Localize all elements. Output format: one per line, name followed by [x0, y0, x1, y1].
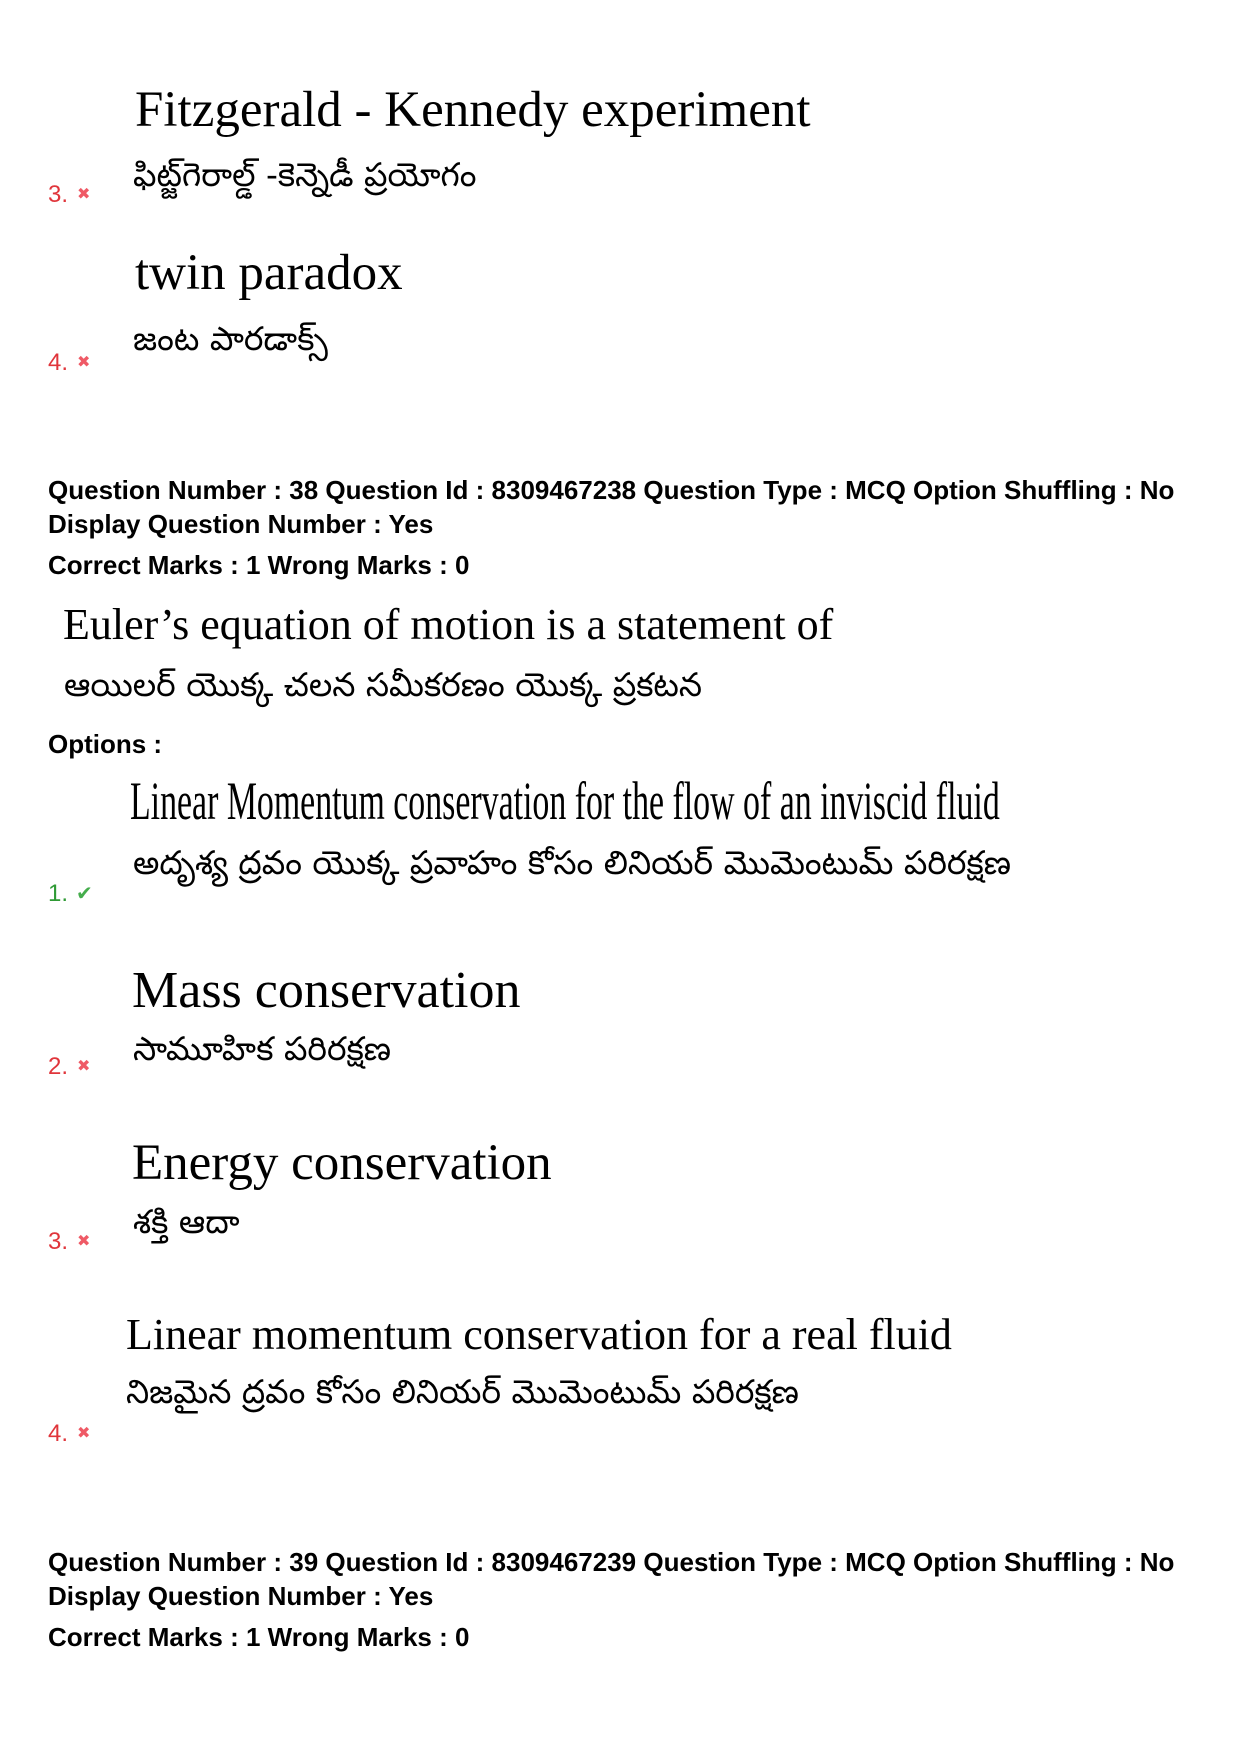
cross-icon: ✖	[77, 352, 91, 371]
option-label	[48, 880, 93, 908]
question-number-label: Question Number :	[48, 475, 283, 505]
option-english-text: Fitzgerald - Kennedy experiment	[135, 82, 811, 138]
display-question-number-value: Yes	[388, 509, 434, 539]
option-number: 1.	[48, 880, 69, 907]
question-id-label: Question Id :	[325, 1547, 485, 1577]
q38-option-1	[0, 774, 1240, 914]
option-number: 4.	[48, 1420, 69, 1447]
wrong-marks-label: Wrong Marks :	[267, 1622, 448, 1652]
option-telugu-text: శక్తి ఆదా	[133, 1202, 240, 1241]
option-english-text: twin paradox	[135, 245, 403, 301]
option-number: 3.	[48, 1228, 69, 1255]
marks-line	[48, 1620, 469, 1654]
option-telugu-text: జంట పారడాక్స్	[133, 319, 328, 358]
option-label	[48, 1420, 90, 1448]
question-type-value: MCQ	[845, 475, 906, 505]
question-38-header	[0, 473, 1240, 583]
previous-question-option-4	[0, 245, 1240, 383]
cross-icon: ✖	[77, 1056, 91, 1075]
wrong-marks-label: Wrong Marks :	[267, 550, 448, 580]
correct-marks-value: 1	[245, 1622, 261, 1652]
option-english-text: Linear momentum conservation for a real fluid	[126, 1310, 952, 1359]
question-id-label: Question Id :	[325, 475, 485, 505]
option-english-text: Mass conservation	[132, 962, 521, 1019]
cross-icon: ✖	[77, 1231, 91, 1250]
option-number: 3.	[48, 181, 69, 208]
option-shuffling-value: No	[1139, 1547, 1175, 1577]
question-meta-line	[48, 473, 1174, 507]
option-label	[48, 181, 90, 209]
question-number-label: Question Number :	[48, 1547, 283, 1577]
option-english-text: Energy conservation	[132, 1135, 552, 1191]
option-telugu-text: ఫిట్జ్‌గెరాల్డ్ -కెన్నెడీ ప్రయోగం	[133, 155, 477, 194]
option-number: 4.	[48, 349, 69, 376]
option-shuffling-label: Option Shuffling :	[913, 1547, 1133, 1577]
option-english-wrapper	[130, 774, 1220, 836]
check-icon: ✔	[76, 881, 93, 905]
question-stem	[0, 600, 1240, 708]
wrong-marks-value: 0	[455, 550, 470, 580]
cross-icon: ✖	[77, 1423, 91, 1442]
option-telugu-text: నిజమైన ద్రవం కోసం లినియర్ మొమెంటుమ్ పరిరక్షణ	[126, 1372, 799, 1411]
question-meta-line	[48, 1545, 1174, 1579]
question-stem-telugu: ఆయిలర్ యొక్క చలన సమీకరణం యొక్క ప్రకటన	[64, 665, 703, 704]
q38-option-2	[0, 962, 1240, 1090]
display-question-number-value: Yes	[388, 1581, 434, 1611]
question-id-value: 8309467239	[491, 1547, 637, 1577]
option-number: 2.	[48, 1053, 69, 1080]
option-label	[48, 1228, 90, 1256]
correct-marks-label: Correct Marks :	[48, 1622, 239, 1652]
display-question-number-label: Display Question Number :	[48, 1581, 382, 1611]
option-telugu-text: అదృశ్య ద్రవం యొక్క ప్రవాహం కోసం లినియర్ మొమెంటుమ్ పరిరక్షణ	[133, 843, 1011, 882]
option-label	[48, 349, 90, 377]
question-number-value: 38	[289, 475, 319, 505]
previous-question-option-3	[0, 82, 1240, 215]
question-number-value: 39	[289, 1547, 319, 1577]
display-question-number-line	[48, 507, 433, 541]
question-type-label: Question Type :	[643, 1547, 838, 1577]
display-question-number-line	[48, 1579, 433, 1613]
option-english-text: Linear Momentum conservation for the flow of an inviscid fluid	[130, 774, 1000, 831]
q38-option-3	[0, 1135, 1240, 1263]
question-id-value: 8309467238	[491, 475, 637, 505]
question-type-label: Question Type :	[643, 475, 838, 505]
option-shuffling-value: No	[1139, 475, 1175, 505]
correct-marks-value: 1	[245, 550, 261, 580]
question-39-header	[0, 1545, 1240, 1655]
options-heading: Options :	[48, 729, 163, 759]
q38-option-4	[0, 1310, 1240, 1453]
option-shuffling-label: Option Shuffling :	[913, 475, 1133, 505]
marks-line	[48, 548, 469, 582]
correct-marks-label: Correct Marks :	[48, 550, 239, 580]
option-telugu-text: సామూహిక పరిరక్షణ	[133, 1029, 392, 1068]
question-stem-english: Euler’s equation of motion is a statement of	[63, 600, 834, 649]
display-question-number-label: Display Question Number :	[48, 509, 382, 539]
question-type-value: MCQ	[845, 1547, 906, 1577]
cross-icon: ✖	[77, 184, 91, 203]
wrong-marks-value: 0	[455, 1622, 470, 1652]
option-label	[48, 1053, 90, 1081]
